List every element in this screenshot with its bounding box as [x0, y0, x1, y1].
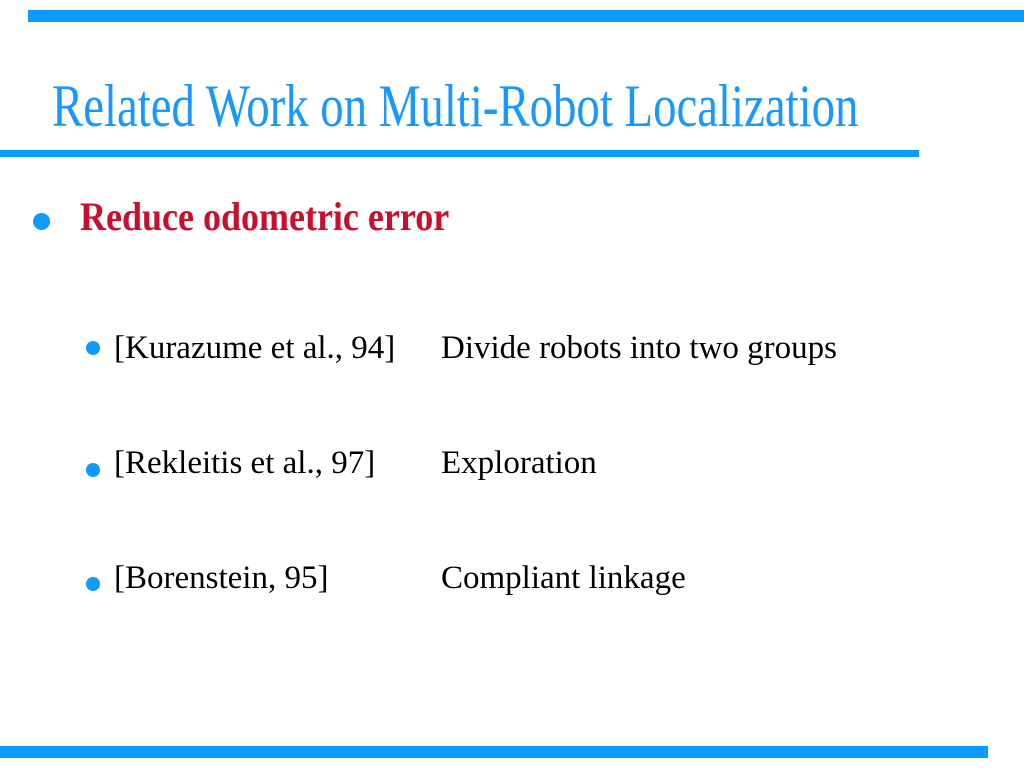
bottom-accent-bar [0, 746, 988, 758]
section-heading: Reduce odometric error [80, 194, 450, 239]
reference-citation: [Rekleitis et al., 97] [114, 445, 376, 481]
sub-bullet-dot-icon [86, 341, 100, 355]
sub-bullet-dot-icon [86, 463, 100, 477]
reference-row [114, 560, 686, 596]
title-underline-rule [0, 150, 919, 157]
reference-citation: [Kurazume et al., 94] [114, 330, 396, 366]
reference-description: Divide robots into two groups [441, 330, 837, 366]
reference-row [114, 445, 597, 481]
reference-row [114, 330, 837, 366]
main-bullet-dot-icon [33, 213, 50, 230]
slide-title: Related Work on Multi-Robot Localization [52, 73, 859, 139]
reference-description: Exploration [441, 445, 597, 481]
reference-description: Compliant linkage [441, 560, 686, 596]
reference-citation: [Borenstein, 95] [114, 560, 329, 596]
top-accent-bar [28, 10, 1024, 22]
sub-bullet-dot-icon [86, 577, 100, 591]
